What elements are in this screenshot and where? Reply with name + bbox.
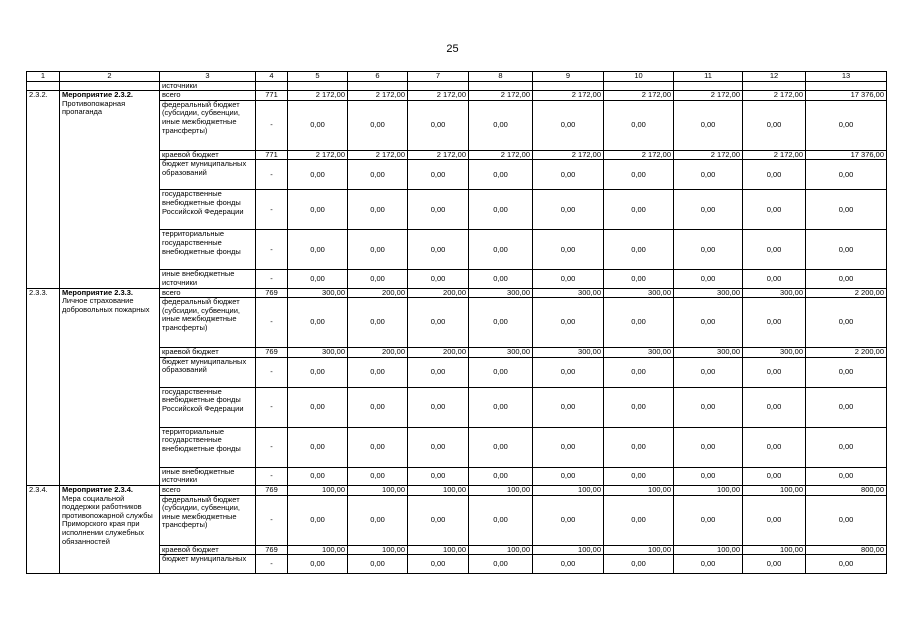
value-cell: 2 172,00: [469, 150, 533, 160]
event-description: Личное страхование добровольных пожарных: [62, 296, 150, 314]
value-cell: 0,00: [469, 387, 533, 427]
funding-source: территориальные государственные внебюджетные фонды: [160, 427, 256, 467]
value-cell: 300,00: [288, 288, 348, 298]
empty-cell: [288, 81, 348, 91]
event-description: Мера социальной поддержки работников противопожарной службы Приморского края при исполнении служебных обязанностей: [62, 493, 153, 546]
value-cell: 0,00: [806, 387, 887, 427]
grbs-code: 771: [256, 150, 288, 160]
funding-source: государственные внебюджетные фонды Российской Федерации: [160, 190, 256, 230]
value-cell: 100,00: [743, 485, 806, 495]
value-cell: 2 172,00: [408, 91, 469, 101]
value-cell: 100,00: [469, 485, 533, 495]
header-cell: 10: [604, 72, 674, 82]
grbs-code: 769: [256, 288, 288, 298]
value-cell: 0,00: [806, 427, 887, 467]
value-cell: 0,00: [288, 387, 348, 427]
header-cell: 9: [533, 72, 604, 82]
value-cell: 0,00: [288, 160, 348, 190]
value-cell: 0,00: [469, 298, 533, 348]
value-cell: 100,00: [604, 545, 674, 555]
value-cell: 0,00: [604, 387, 674, 427]
event-cell: [60, 288, 160, 485]
value-cell: 0,00: [348, 357, 408, 387]
funding-source: федеральный бюджет (субсидии, субвенции, иные межбюджетные трансферты): [160, 298, 256, 348]
funding-source: бюджет муниципальных образований: [160, 160, 256, 190]
grbs-code: -: [256, 100, 288, 150]
value-cell: 0,00: [604, 495, 674, 545]
value-cell: 300,00: [604, 288, 674, 298]
value-cell: 100,00: [674, 485, 743, 495]
value-cell: 0,00: [348, 190, 408, 230]
value-cell: 0,00: [604, 357, 674, 387]
value-cell: 0,00: [348, 495, 408, 545]
value-cell: 2 172,00: [674, 91, 743, 101]
value-cell: 0,00: [408, 160, 469, 190]
empty-cell: [674, 81, 743, 91]
value-cell: 0,00: [674, 387, 743, 427]
value-cell: 0,00: [288, 495, 348, 545]
empty-cell: [604, 81, 674, 91]
header-cell: 2: [60, 72, 160, 82]
value-cell: 300,00: [743, 348, 806, 358]
value-cell: 0,00: [604, 555, 674, 574]
continuation-source: источники: [160, 81, 256, 91]
empty-cell: [469, 81, 533, 91]
page-number: 25: [446, 43, 459, 55]
value-cell: 0,00: [806, 555, 887, 574]
value-cell: 2 200,00: [806, 348, 887, 358]
value-cell: 0,00: [408, 555, 469, 574]
header-cell: 4: [256, 72, 288, 82]
event-cell: [60, 485, 160, 573]
value-cell: 0,00: [469, 555, 533, 574]
table-body: [27, 72, 887, 574]
value-cell: 0,00: [469, 467, 533, 485]
value-cell: 0,00: [743, 387, 806, 427]
value-cell: 0,00: [288, 270, 348, 288]
grbs-code: -: [256, 555, 288, 574]
funding-source: всего: [160, 91, 256, 101]
value-cell: 0,00: [348, 160, 408, 190]
value-cell: 300,00: [604, 348, 674, 358]
value-cell: 0,00: [533, 495, 604, 545]
event-code: 2.3.4.: [27, 485, 60, 573]
value-cell: 2 172,00: [533, 150, 604, 160]
value-cell: 0,00: [408, 357, 469, 387]
value-cell: 0,00: [674, 555, 743, 574]
funding-source: федеральный бюджет (субсидии, субвенции, иные межбюджетные трансферты): [160, 100, 256, 150]
value-cell: 0,00: [408, 230, 469, 270]
value-cell: 0,00: [743, 495, 806, 545]
value-cell: 2 172,00: [288, 91, 348, 101]
event-code: 2.3.2.: [27, 91, 60, 288]
grbs-code: -: [256, 467, 288, 485]
value-cell: 0,00: [533, 230, 604, 270]
value-cell: 0,00: [806, 100, 887, 150]
grbs-code: -: [256, 298, 288, 348]
value-cell: 0,00: [806, 357, 887, 387]
value-cell: 0,00: [408, 100, 469, 150]
value-cell: 17 376,00: [806, 91, 887, 101]
value-cell: 0,00: [743, 160, 806, 190]
value-cell: 0,00: [743, 270, 806, 288]
value-cell: 0,00: [288, 100, 348, 150]
empty-cell: [533, 81, 604, 91]
grbs-code: 769: [256, 545, 288, 555]
value-cell: 300,00: [533, 288, 604, 298]
value-cell: 0,00: [743, 357, 806, 387]
value-cell: 0,00: [469, 357, 533, 387]
event-cell: [60, 91, 160, 288]
value-cell: 2 172,00: [743, 150, 806, 160]
value-cell: 100,00: [469, 545, 533, 555]
value-cell: 0,00: [743, 230, 806, 270]
value-cell: 300,00: [674, 288, 743, 298]
value-cell: 800,00: [806, 485, 887, 495]
funding-source: иные внебюджетные источники: [160, 270, 256, 288]
grbs-code: 769: [256, 348, 288, 358]
value-cell: 200,00: [408, 288, 469, 298]
value-cell: 0,00: [604, 298, 674, 348]
value-cell: 800,00: [806, 545, 887, 555]
value-cell: 0,00: [408, 427, 469, 467]
value-cell: 2 172,00: [674, 150, 743, 160]
table-row: [27, 91, 887, 101]
value-cell: 0,00: [348, 230, 408, 270]
value-cell: 0,00: [604, 427, 674, 467]
value-cell: 100,00: [348, 485, 408, 495]
value-cell: 0,00: [408, 298, 469, 348]
value-cell: 0,00: [604, 100, 674, 150]
value-cell: 0,00: [348, 427, 408, 467]
value-cell: 300,00: [674, 348, 743, 358]
value-cell: 0,00: [674, 427, 743, 467]
grbs-code: -: [256, 427, 288, 467]
value-cell: 0,00: [408, 467, 469, 485]
funding-source: федеральный бюджет (субсидии, субвенции, иные межбюджетные трансферты): [160, 495, 256, 545]
value-cell: 0,00: [348, 387, 408, 427]
value-cell: 0,00: [533, 357, 604, 387]
value-cell: 0,00: [743, 555, 806, 574]
value-cell: 0,00: [533, 387, 604, 427]
value-cell: 2 172,00: [288, 150, 348, 160]
grbs-code: 769: [256, 485, 288, 495]
value-cell: 0,00: [806, 230, 887, 270]
value-cell: 0,00: [533, 160, 604, 190]
value-cell: 0,00: [743, 298, 806, 348]
continuation-row: [27, 81, 887, 91]
empty-cell: [256, 81, 288, 91]
budget-table: [26, 71, 887, 574]
empty-cell: [60, 81, 160, 91]
table-row: [27, 485, 887, 495]
value-cell: 0,00: [288, 467, 348, 485]
empty-cell: [348, 81, 408, 91]
value-cell: 2 172,00: [604, 91, 674, 101]
empty-cell: [408, 81, 469, 91]
value-cell: 100,00: [288, 485, 348, 495]
value-cell: 0,00: [806, 495, 887, 545]
value-cell: 0,00: [348, 298, 408, 348]
value-cell: 0,00: [408, 190, 469, 230]
value-cell: 0,00: [469, 100, 533, 150]
value-cell: 2 172,00: [469, 91, 533, 101]
value-cell: 0,00: [743, 100, 806, 150]
header-cell: 12: [743, 72, 806, 82]
value-cell: 0,00: [674, 160, 743, 190]
value-cell: 0,00: [408, 387, 469, 427]
value-cell: 0,00: [469, 270, 533, 288]
value-cell: 100,00: [533, 545, 604, 555]
grbs-code: -: [256, 270, 288, 288]
value-cell: 0,00: [806, 298, 887, 348]
value-cell: 0,00: [533, 190, 604, 230]
value-cell: 0,00: [408, 270, 469, 288]
funding-source: иные внебюджетные источники: [160, 467, 256, 485]
value-cell: 0,00: [674, 230, 743, 270]
value-cell: 0,00: [674, 298, 743, 348]
grbs-code: -: [256, 190, 288, 230]
value-cell: 0,00: [348, 555, 408, 574]
value-cell: 0,00: [533, 270, 604, 288]
value-cell: 17 376,00: [806, 150, 887, 160]
funding-source: бюджет муниципальных образований: [160, 357, 256, 387]
empty-cell: [806, 81, 887, 91]
value-cell: 0,00: [743, 190, 806, 230]
value-cell: 0,00: [674, 357, 743, 387]
value-cell: 100,00: [674, 545, 743, 555]
value-cell: 100,00: [604, 485, 674, 495]
value-cell: 100,00: [408, 545, 469, 555]
funding-source: всего: [160, 485, 256, 495]
funding-source: государственные внебюджетные фонды Российской Федерации: [160, 387, 256, 427]
grbs-code: -: [256, 387, 288, 427]
value-cell: 2 172,00: [348, 91, 408, 101]
value-cell: 300,00: [533, 348, 604, 358]
grbs-code: 771: [256, 91, 288, 101]
value-cell: 0,00: [288, 298, 348, 348]
funding-source: бюджет муниципальных: [160, 555, 256, 574]
header-cell: 11: [674, 72, 743, 82]
value-cell: 0,00: [288, 427, 348, 467]
value-cell: 0,00: [806, 467, 887, 485]
empty-cell: [743, 81, 806, 91]
value-cell: 0,00: [288, 555, 348, 574]
funding-source: краевой бюджет: [160, 348, 256, 358]
value-cell: 0,00: [604, 230, 674, 270]
value-cell: 0,00: [806, 270, 887, 288]
value-cell: 0,00: [674, 100, 743, 150]
value-cell: 0,00: [604, 467, 674, 485]
value-cell: 0,00: [288, 357, 348, 387]
value-cell: 0,00: [348, 100, 408, 150]
value-cell: 0,00: [674, 467, 743, 485]
grbs-code: -: [256, 495, 288, 545]
value-cell: 100,00: [288, 545, 348, 555]
value-cell: 0,00: [348, 270, 408, 288]
value-cell: 0,00: [469, 230, 533, 270]
event-title: Мероприятие 2.3.4.: [62, 485, 133, 494]
header-cell: 6: [348, 72, 408, 82]
event-description: Противопожарная пропаганда: [62, 98, 126, 117]
value-cell: 0,00: [469, 427, 533, 467]
value-cell: 300,00: [743, 288, 806, 298]
value-cell: 0,00: [533, 467, 604, 485]
value-cell: 100,00: [348, 545, 408, 555]
value-cell: 100,00: [533, 485, 604, 495]
value-cell: 0,00: [743, 427, 806, 467]
value-cell: 0,00: [533, 427, 604, 467]
value-cell: 0,00: [533, 298, 604, 348]
value-cell: 0,00: [348, 467, 408, 485]
value-cell: 100,00: [743, 545, 806, 555]
value-cell: 0,00: [604, 160, 674, 190]
value-cell: 0,00: [604, 190, 674, 230]
header-cell: 7: [408, 72, 469, 82]
value-cell: 0,00: [674, 270, 743, 288]
value-cell: 0,00: [674, 495, 743, 545]
value-cell: 0,00: [469, 190, 533, 230]
header-cell: 13: [806, 72, 887, 82]
value-cell: 300,00: [469, 348, 533, 358]
value-cell: 0,00: [408, 495, 469, 545]
event-title: Мероприятие 2.3.2.: [62, 90, 133, 100]
value-cell: 0,00: [469, 160, 533, 190]
grbs-code: -: [256, 160, 288, 190]
value-cell: 200,00: [408, 348, 469, 358]
funding-source: краевой бюджет: [160, 150, 256, 160]
value-cell: 0,00: [674, 190, 743, 230]
grbs-code: -: [256, 230, 288, 270]
value-cell: 2 172,00: [604, 150, 674, 160]
header-cell: 3: [160, 72, 256, 82]
value-cell: 0,00: [533, 100, 604, 150]
header-row: [27, 72, 887, 82]
value-cell: 2 172,00: [743, 91, 806, 101]
header-cell: 1: [27, 72, 60, 82]
value-cell: 2 172,00: [533, 91, 604, 101]
table-row: [27, 288, 887, 298]
value-cell: 100,00: [408, 485, 469, 495]
value-cell: 2 172,00: [408, 150, 469, 160]
value-cell: 200,00: [348, 288, 408, 298]
value-cell: 0,00: [604, 270, 674, 288]
value-cell: 0,00: [288, 230, 348, 270]
funding-source: территориальные государственные внебюджетные фонды: [160, 230, 256, 270]
value-cell: 2 172,00: [348, 150, 408, 160]
event-code: 2.3.3.: [27, 288, 60, 485]
value-cell: 2 200,00: [806, 288, 887, 298]
grbs-code: -: [256, 357, 288, 387]
header-cell: 5: [288, 72, 348, 82]
value-cell: 0,00: [533, 555, 604, 574]
value-cell: 300,00: [469, 288, 533, 298]
funding-source: краевой бюджет: [160, 545, 256, 555]
value-cell: 0,00: [469, 495, 533, 545]
header-cell: 8: [469, 72, 533, 82]
funding-source: всего: [160, 288, 256, 298]
value-cell: 0,00: [806, 190, 887, 230]
value-cell: 0,00: [288, 190, 348, 230]
value-cell: 0,00: [743, 467, 806, 485]
value-cell: 200,00: [348, 348, 408, 358]
event-title: Мероприятие 2.3.3.: [62, 288, 133, 297]
value-cell: 300,00: [288, 348, 348, 358]
value-cell: 0,00: [806, 160, 887, 190]
empty-cell: [27, 81, 60, 91]
